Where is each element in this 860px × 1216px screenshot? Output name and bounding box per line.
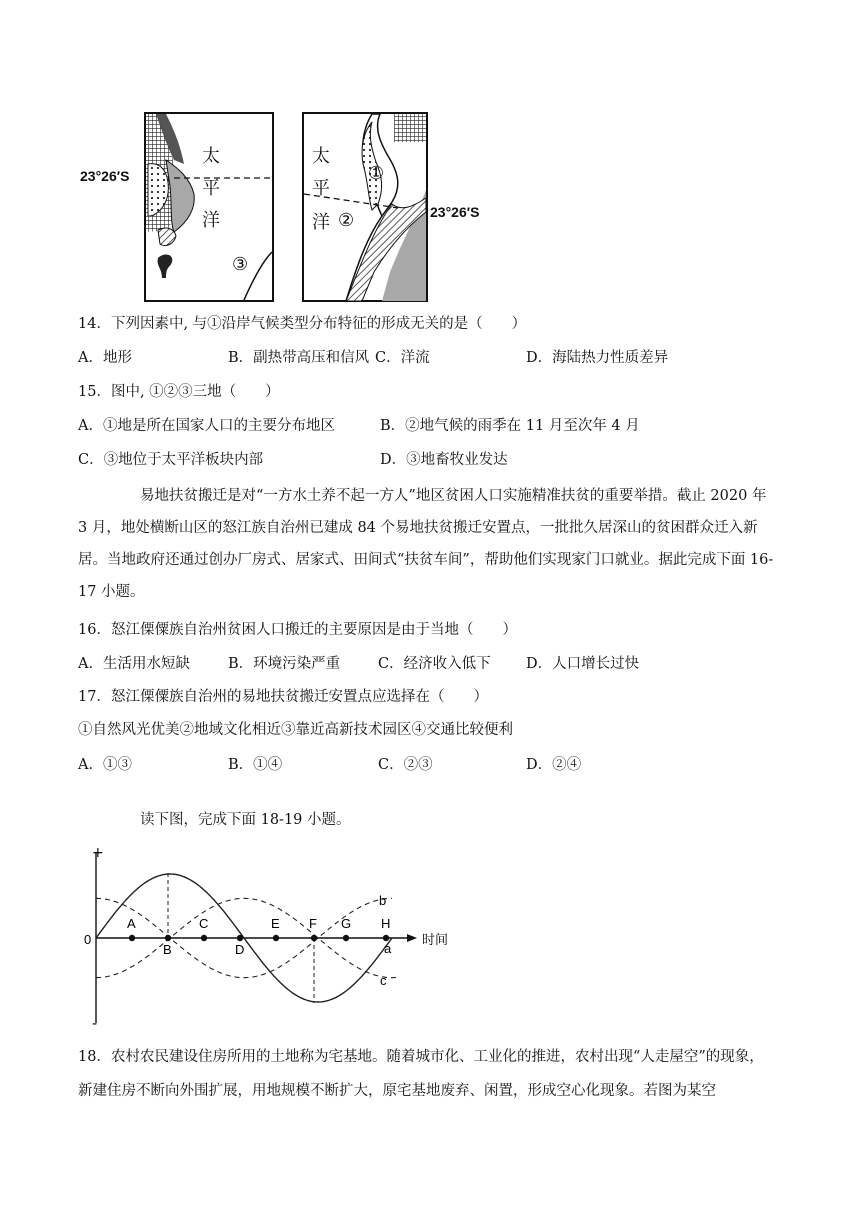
map-figure bbox=[78, 108, 498, 303]
left-marker-3: ③ bbox=[232, 254, 249, 275]
right-ocean-char-1: 太 bbox=[312, 146, 330, 167]
q14-option-c[interactable]: C．洋流 bbox=[375, 350, 430, 366]
x-axis-label: 时间 bbox=[422, 933, 449, 948]
left-ocean-char-3: 洋 bbox=[202, 210, 220, 231]
y-axis-top-label: + bbox=[92, 845, 104, 861]
point-F bbox=[311, 935, 317, 941]
q16-option-d[interactable]: D．人口增长过快 bbox=[526, 656, 640, 672]
point-G bbox=[343, 935, 349, 941]
q14-option-a[interactable]: A．地形 bbox=[78, 350, 132, 366]
right-ocean-char-2: 平 bbox=[312, 178, 330, 199]
q16-stem: 16．怒江傈僳族自治州贫困人口搬迁的主要原因是由于当地（ ） bbox=[78, 622, 517, 638]
q17-option-b[interactable]: B．①④ bbox=[228, 757, 283, 773]
passage-16-17: 易地扶贫搬迁是对“一方水土养不起一方人”地区贫困人口实施精准扶贫的重要举措。截止 2020 年 3 月，地处横断山区的怒江族自治州已建成 84 个易地扶贫搬迁安置点，一批批久居深山的贫困群众迁入新居。当地政府还通过创办厂房式、居家式、田间式“扶贫车间”，帮助他们实现家门口就业。据此完成下面 16-17 小题。 bbox=[78, 488, 774, 600]
q14-stem: 14．下列因素中, 与①沿岸气候类型分布特征的形成无关的是（ ） bbox=[78, 316, 527, 332]
point-C bbox=[201, 935, 207, 941]
x-axis-arrow bbox=[407, 934, 417, 942]
series-label-c: c bbox=[380, 973, 387, 988]
right-latitude-label: 23°26′S bbox=[430, 204, 480, 220]
q16-option-a[interactable]: A．生活用水短缺 bbox=[78, 656, 190, 672]
q15-option-d[interactable]: D．③地畜牧业发达 bbox=[380, 452, 508, 468]
point-B bbox=[165, 935, 171, 941]
q15-option-b[interactable]: B．②地气候的雨季在 11 月至次年 4 月 bbox=[380, 418, 640, 434]
left-ocean-char-2: 平 bbox=[202, 178, 220, 199]
q15-option-a[interactable]: A．①地是所在国家人口的主要分布地区 bbox=[78, 418, 335, 434]
left-latitude-label: 23°26′S bbox=[80, 168, 130, 184]
q17-choices: ①自然风光优美②地域文化相近③靠近高新技术园区④交通比较便利 bbox=[78, 722, 513, 738]
y-axis-bottom-label: - bbox=[92, 1016, 98, 1030]
point-label-D: D bbox=[235, 942, 245, 957]
right-marker-1: ① bbox=[368, 163, 385, 184]
q17-option-c[interactable]: C．②③ bbox=[378, 757, 433, 773]
q15-option-c[interactable]: C．③地位于太平洋板块内部 bbox=[78, 452, 264, 468]
series-label-a: a bbox=[384, 941, 392, 956]
right-marker-2: ② bbox=[338, 210, 355, 231]
q17-option-a[interactable]: A．①③ bbox=[78, 757, 132, 773]
q14-option-d[interactable]: D．海陆热力性质差异 bbox=[526, 350, 669, 366]
right-ocean-char-3: 洋 bbox=[312, 212, 330, 233]
point-E bbox=[273, 935, 279, 941]
q15-stem: 15．图中, ①②③三地（ ） bbox=[78, 384, 280, 400]
intro-18-19: 读下图，完成下面 18-19 小题。 bbox=[140, 812, 351, 828]
left-ocean-char-1: 太 bbox=[202, 146, 220, 167]
q16-option-c[interactable]: C．经济收入低下 bbox=[378, 656, 491, 672]
q16-option-b[interactable]: B．环境污染严重 bbox=[228, 656, 341, 672]
q14-option-b[interactable]: B．副热带高压和信风 bbox=[228, 350, 370, 366]
point-label-G: G bbox=[341, 916, 352, 931]
q17-option-d[interactable]: D．②④ bbox=[526, 757, 582, 773]
q17-stem: 17．怒江傈僳族自治州的易地扶贫搬迁安置点应选择在（ ） bbox=[78, 689, 488, 705]
point-D bbox=[237, 935, 243, 941]
origin-label: 0 bbox=[84, 932, 92, 947]
point-label-F: F bbox=[309, 916, 317, 931]
right-map bbox=[302, 112, 428, 302]
point-A bbox=[129, 935, 135, 941]
wave-chart bbox=[82, 845, 462, 1030]
point-label-H: H bbox=[381, 916, 391, 931]
point-label-A: A bbox=[127, 916, 136, 931]
point-label-C: C bbox=[199, 916, 209, 931]
q18-text: 18．农村农民建设住房所用的土地称为宅基地。随着城市化、工业化的推进，农村出现“人走屋空”的现象，新建住房不断向外围扩展，用地规模不断扩大，原宅基地废弃、闲置，形成空心化现象。若图为某空 bbox=[78, 1049, 764, 1099]
series-label-b: b bbox=[379, 893, 387, 908]
point-label-B: B bbox=[163, 942, 172, 957]
point-label-E: E bbox=[271, 916, 280, 931]
